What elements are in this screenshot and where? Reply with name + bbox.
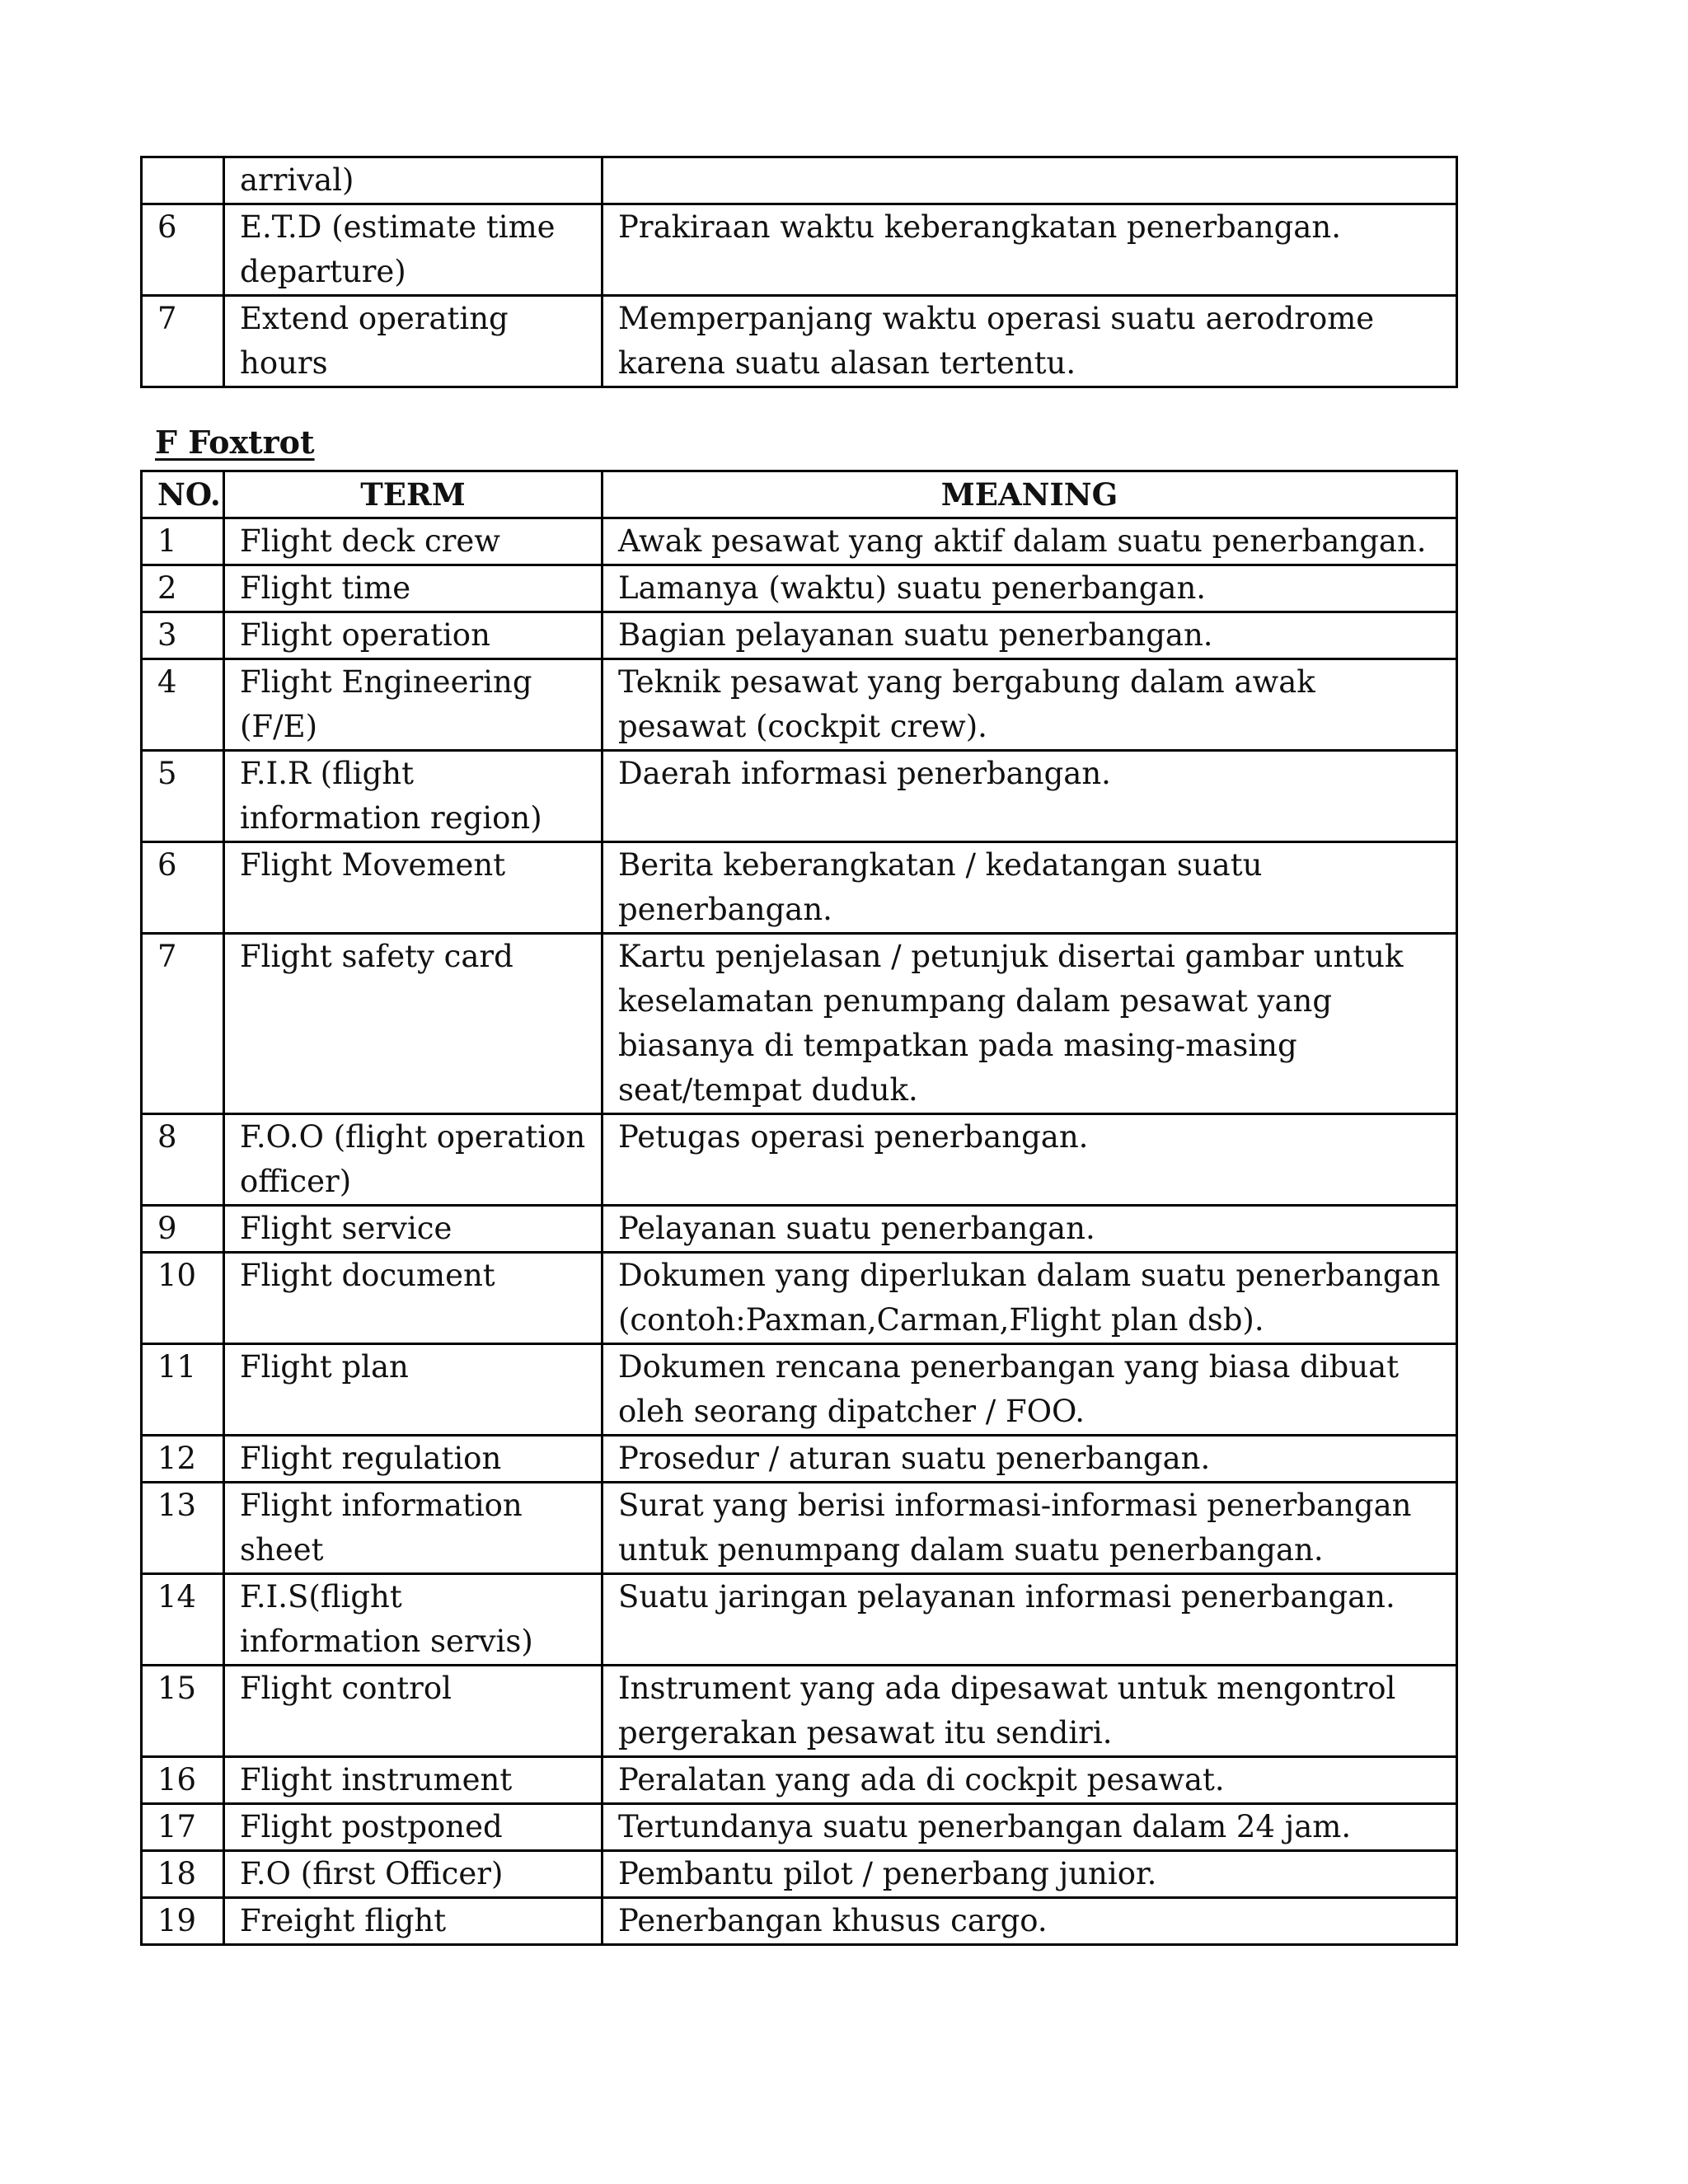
table-row [142, 842, 1457, 934]
table-row [142, 659, 1457, 751]
row-term: Flight Engineering (F/E) [224, 659, 603, 751]
row-term: F.O.O (flight operation officer) [224, 1114, 603, 1206]
row-meaning: Prakiraan waktu keberangkatan penerbangan. [603, 204, 1457, 296]
row-number: 14 [142, 1574, 224, 1666]
table-header-row [142, 471, 1457, 518]
table-row [142, 565, 1457, 612]
row-number: 11 [142, 1344, 224, 1436]
table-row [142, 1804, 1457, 1851]
row-number: 6 [142, 842, 224, 934]
row-meaning: Bagian pelayanan suatu penerbangan. [603, 612, 1457, 659]
row-term: Flight deck crew [224, 518, 603, 565]
row-term: Freight flight [224, 1898, 603, 1945]
row-number: 4 [142, 659, 224, 751]
row-term: Flight postponed [224, 1804, 603, 1851]
table-row [142, 1666, 1457, 1757]
table-row [142, 751, 1457, 842]
row-meaning: Dokumen yang diperlukan dalam suatu penerbangan (contoh:Paxman,Carman,Flight plan dsb). [603, 1253, 1457, 1344]
row-number: 3 [142, 612, 224, 659]
row-number: 1 [142, 518, 224, 565]
row-term: Extend operating hours [224, 296, 603, 387]
table-row [142, 1574, 1457, 1666]
row-meaning: Tertundanya suatu penerbangan dalam 24 jam. [603, 1804, 1457, 1851]
row-meaning: Petugas operasi penerbangan. [603, 1114, 1457, 1206]
row-number: 15 [142, 1666, 224, 1757]
row-term: arrival) [224, 157, 603, 204]
row-meaning: Peralatan yang ada di cockpit pesawat. [603, 1757, 1457, 1804]
row-term: Flight operation [224, 612, 603, 659]
previous-glossary-table [140, 156, 1458, 388]
row-number: 19 [142, 1898, 224, 1945]
row-term: Flight document [224, 1253, 603, 1344]
row-term: Flight time [224, 565, 603, 612]
foxtrot-glossary-table [140, 470, 1458, 1946]
row-meaning: Awak pesawat yang aktif dalam suatu penerbangan. [603, 518, 1457, 565]
row-meaning [603, 157, 1457, 204]
table-row [142, 1898, 1457, 1945]
table-row [142, 296, 1457, 387]
table-row [142, 518, 1457, 565]
table-row [142, 1114, 1457, 1206]
row-term: Flight control [224, 1666, 603, 1757]
row-meaning: Berita keberangkatan / kedatangan suatu penerbangan. [603, 842, 1457, 934]
row-meaning: Suatu jaringan pelayanan informasi penerbangan. [603, 1574, 1457, 1666]
row-term: Flight service [224, 1206, 603, 1253]
row-number: 10 [142, 1253, 224, 1344]
column-header-no: NO. [142, 471, 224, 518]
row-meaning: Prosedur / aturan suatu penerbangan. [603, 1436, 1457, 1483]
row-term: E.T.D (estimate time departure) [224, 204, 603, 296]
row-number: 8 [142, 1114, 224, 1206]
table-row [142, 1344, 1457, 1436]
table-row [142, 1436, 1457, 1483]
row-term: F.I.R (flight information region) [224, 751, 603, 842]
row-meaning: Kartu penjelasan / petunjuk disertai gambar untuk keselamatan penumpang dalam pesawat yang biasanya di tempatkan pada masing-masing seat/tempat duduk. [603, 934, 1457, 1114]
row-meaning: Pembantu pilot / penerbang junior. [603, 1851, 1457, 1898]
row-term: F.I.S(flight information servis) [224, 1574, 603, 1666]
table-row [142, 612, 1457, 659]
table-row [142, 1757, 1457, 1804]
column-header-meaning: MEANING [603, 471, 1457, 518]
row-number: 17 [142, 1804, 224, 1851]
row-number: 18 [142, 1851, 224, 1898]
row-meaning: Dokumen rencana penerbangan yang biasa dibuat oleh seorang dipatcher / FOO. [603, 1344, 1457, 1436]
row-term: Flight information sheet [224, 1483, 603, 1574]
table-row [142, 1253, 1457, 1344]
row-meaning: Surat yang berisi informasi-informasi penerbangan untuk penumpang dalam suatu penerbangan. [603, 1483, 1457, 1574]
row-term: Flight regulation [224, 1436, 603, 1483]
table-row [142, 1851, 1457, 1898]
table-row [142, 1206, 1457, 1253]
row-number: 6 [142, 204, 224, 296]
row-number: 13 [142, 1483, 224, 1574]
row-meaning: Instrument yang ada dipesawat untuk mengontrol pergerakan pesawat itu sendiri. [603, 1666, 1457, 1757]
row-meaning: Teknik pesawat yang bergabung dalam awak pesawat (cockpit crew). [603, 659, 1457, 751]
row-term: Flight safety card [224, 934, 603, 1114]
row-number: 12 [142, 1436, 224, 1483]
row-number: 16 [142, 1757, 224, 1804]
row-number: 5 [142, 751, 224, 842]
column-header-term: TERM [224, 471, 603, 518]
row-meaning: Memperpanjang waktu operasi suatu aerodrome karena suatu alasan tertentu. [603, 296, 1457, 387]
row-meaning: Daerah informasi penerbangan. [603, 751, 1457, 842]
section-heading: F Foxtrot [155, 424, 315, 461]
row-meaning: Lamanya (waktu) suatu penerbangan. [603, 565, 1457, 612]
row-term: F.O (first Officer) [224, 1851, 603, 1898]
row-term: Flight plan [224, 1344, 603, 1436]
row-term: Flight Movement [224, 842, 603, 934]
table-row [142, 157, 1457, 204]
table-row [142, 934, 1457, 1114]
row-number: 7 [142, 934, 224, 1114]
row-number: 9 [142, 1206, 224, 1253]
table-row [142, 1483, 1457, 1574]
row-meaning: Penerbangan khusus cargo. [603, 1898, 1457, 1945]
table-row [142, 204, 1457, 296]
row-number: 7 [142, 296, 224, 387]
row-term: Flight instrument [224, 1757, 603, 1804]
row-number: 2 [142, 565, 224, 612]
row-number [142, 157, 224, 204]
row-meaning: Pelayanan suatu penerbangan. [603, 1206, 1457, 1253]
